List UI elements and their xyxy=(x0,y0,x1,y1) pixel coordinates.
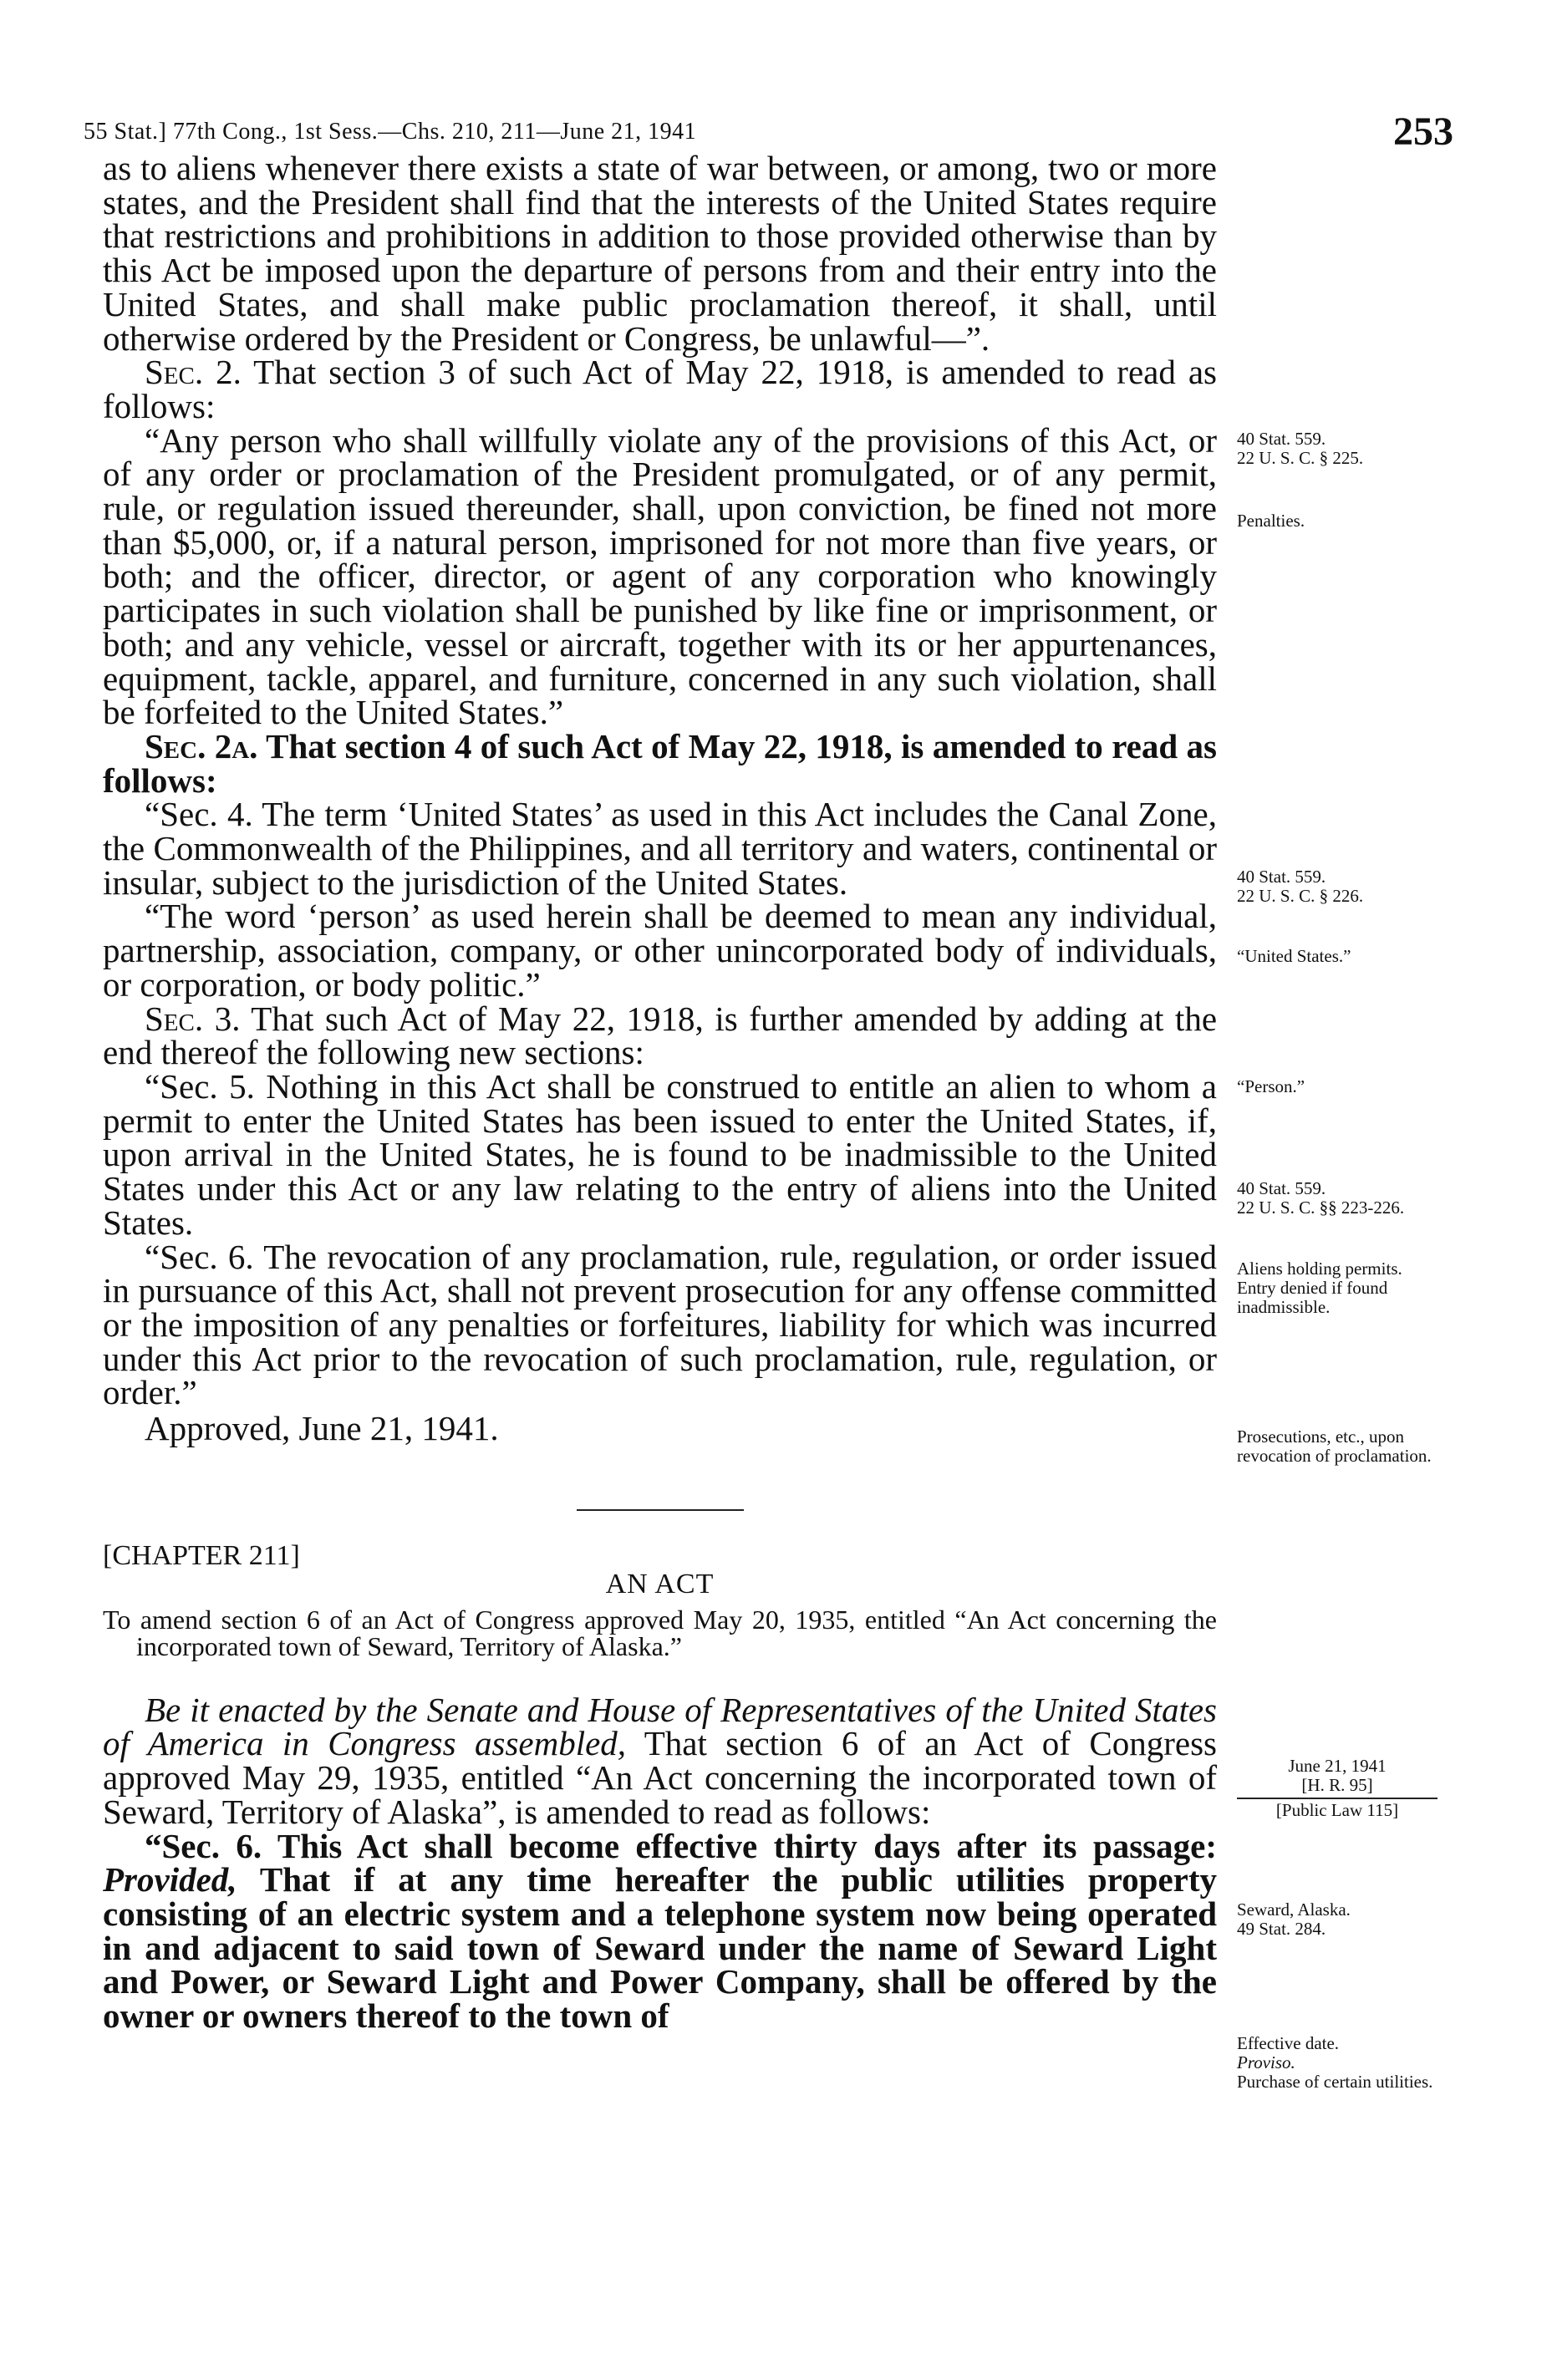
section-label: Sec. 3. xyxy=(145,999,241,1038)
margin-note-person xyxy=(1237,1077,1454,1096)
margin-caption: Entry denied if found inadmissible. xyxy=(1237,1278,1388,1317)
margin-note-bill-info xyxy=(1237,1757,1438,1820)
margin-note-stat-223-226 xyxy=(1237,1179,1454,1218)
page-number: 253 xyxy=(1393,109,1453,154)
margin-note-seward xyxy=(1237,1900,1454,1939)
section-text: That section 3 of such Act of May 22, 1918, is amended to read as follows: xyxy=(103,353,1218,425)
margin-caption: Penalties. xyxy=(1237,511,1305,531)
person-definition: “The word ‘person’ as used herein shall be deemed to mean any individual, partnership, association, company, or other unincorporated body of individuals, or corporation, or body politic.” xyxy=(103,897,1217,1004)
margin-rule xyxy=(1237,1798,1438,1799)
margin-caption: Aliens holding permits. xyxy=(1237,1259,1402,1279)
paragraph-continuation: as to aliens whenever there exists a state of war between, or among, two or more states, and the President shall find that the interests of the United States require that restrictions and prohibitions in addition to those provided otherwise than by this Act be imposed upon the departure of persons from and their entry into the United States, and shall make public proclamation thereof, it shall, until otherwise ordered by the President or Congress, be unlawful—”. xyxy=(103,149,1217,358)
margin-caption: Prosecutions, etc., upon revocation of proclamation. xyxy=(1237,1426,1432,1466)
margin-citation: 22 U. S. C. §§ 223-226. xyxy=(1237,1198,1405,1218)
section-5-paragraph: “Sec. 5. Nothing in this Act shall be construed to entitle an alien to whom a permit to enter the United States has been issued to enter the United States, if, upon arrival in the United States, he is found to be inadmissible to the United States under this Act or any law relating to the entry of aliens into the United States. xyxy=(103,1066,1217,1242)
margin-note-stat-225 xyxy=(1237,430,1454,468)
united-states-definition: “Sec. 4. The term ‘United States’ as used in this Act includes the Canal Zone, the Commonwealth of the Philippines, and all territory and waters, continental or insular, subject to the jurisdiction of the United States. xyxy=(103,795,1217,902)
margin-date: June 21, 1941 xyxy=(1288,1756,1387,1776)
section-divider xyxy=(577,1509,744,1511)
margin-caption: Proviso. xyxy=(1237,2052,1295,2072)
margin-note-stat-226 xyxy=(1237,867,1454,906)
margin-note-aliens xyxy=(1237,1259,1454,1317)
margin-citation: 40 Stat. 559. xyxy=(1237,867,1326,887)
margin-caption: “Person.” xyxy=(1237,1076,1305,1096)
section-label: Sec. 2a. xyxy=(145,726,258,765)
margin-bill-number: [H. R. 95] xyxy=(1301,1775,1373,1795)
margin-citation: 40 Stat. 559. xyxy=(1237,429,1326,449)
enacting-clause: Be it enacted by the Senate and House of Representatives of the United States of America in Congress assembled, xyxy=(103,1690,1217,1763)
enacting-text: That section 6 of an Act of Congress approved May 29, 1935, entitled “An Act concerning the incorporated town of Seward, Territory of Alaska”, is amended to read as follows: xyxy=(103,1724,1217,1831)
main-text xyxy=(103,149,1218,2036)
section-6-paragraph: “Sec. 6. The revocation of any proclamation, rule, regulation, or order issued in pursuance of this Act, shall not prevent prosecution for any offense committed or the imposition of any penalties or forfeitures, liability for which was incurred under this Act prior to the revocation of such proclamation, rule, regulation, or order.” xyxy=(103,1237,1217,1412)
an-act-heading: AN ACT xyxy=(605,1568,715,1599)
section-text: “Sec. 6. This Act shall become effective thirty days after its passage: xyxy=(145,1826,1217,1865)
amended-section-6 xyxy=(103,1826,1217,2036)
margin-note-penalties xyxy=(1237,511,1454,531)
margin-citation: 40 Stat. 559. xyxy=(1237,1178,1326,1198)
margin-note-effective-date xyxy=(1237,2034,1454,2092)
chapter-number: [CHAPTER 211] xyxy=(103,1539,300,1571)
margin-citation: 22 U. S. C. § 226. xyxy=(1237,886,1364,906)
margin-caption: Seward, Alaska. xyxy=(1237,1899,1351,1920)
margin-caption: Effective date. xyxy=(1237,2033,1340,2053)
running-header: 55 Stat.] 77th Cong., 1st Sess.—Chs. 210, 211—June 21, 1941 xyxy=(84,119,697,145)
approval-line: Approved, June 21, 1941. xyxy=(145,1409,499,1448)
section-2a xyxy=(103,726,1218,800)
section-text-continued: That if at any time hereafter the public utilities property consisting of an electric system and a telephone system now being operated in and adjacent to said town of Seward under the name of Seward Light and Power, or Seward Light and Power Company, shall be offered by the owner or owners thereof to the town of xyxy=(103,1860,1217,2036)
enacting-paragraph xyxy=(103,1690,1217,1831)
margin-note-prosecutions xyxy=(1237,1427,1454,1466)
chapter-heading xyxy=(103,1531,1217,1606)
margin-public-law: [Public Law 115] xyxy=(1275,1800,1399,1820)
act-title: To amend section 6 of an Act of Congress approved May 20, 1935, entitled “An Act concerning the incorporated town of Seward, Territory of Alaska.” xyxy=(103,1604,1217,1661)
section-label: Sec. 2. xyxy=(145,353,242,392)
margin-citation: 49 Stat. 284. xyxy=(1237,1919,1326,1939)
margin-caption: “United States.” xyxy=(1237,946,1351,966)
proviso-label: Provided, xyxy=(103,1860,237,1899)
penalties-paragraph: “Any person who shall willfully violate any of the provisions of this Act, or of any order or proclamation of the President promulgated, or of any permit, rule, or regulation issued thereunder, shall, upon conviction, be fined not more than $5,000, or, if a natural person, imprisoned for not more than five years, or both; and the officer, director, or agent of any corporation who knowingly participates in such violation shall be punished by like fine or imprisonment, or both; and any vehicle, vessel or aircraft, together with its or her appurtenances, equipment, tackle, apparel, and furniture, concerned in any such violation, shall be forfeited to the United States.” xyxy=(103,420,1217,732)
margin-citation: 22 U. S. C. § 225. xyxy=(1237,448,1364,468)
section-2 xyxy=(103,355,1217,423)
section-text: That section 4 of such Act of May 22, 1918, is amended to read as follows: xyxy=(103,726,1218,800)
margin-caption: Purchase of certain utilities. xyxy=(1237,2072,1433,2092)
margin-note-united-states xyxy=(1237,947,1454,966)
section-3 xyxy=(103,999,1218,1072)
section-text: That such Act of May 22, 1918, is further amended by adding at the end thereof the following new sections: xyxy=(103,999,1218,1072)
